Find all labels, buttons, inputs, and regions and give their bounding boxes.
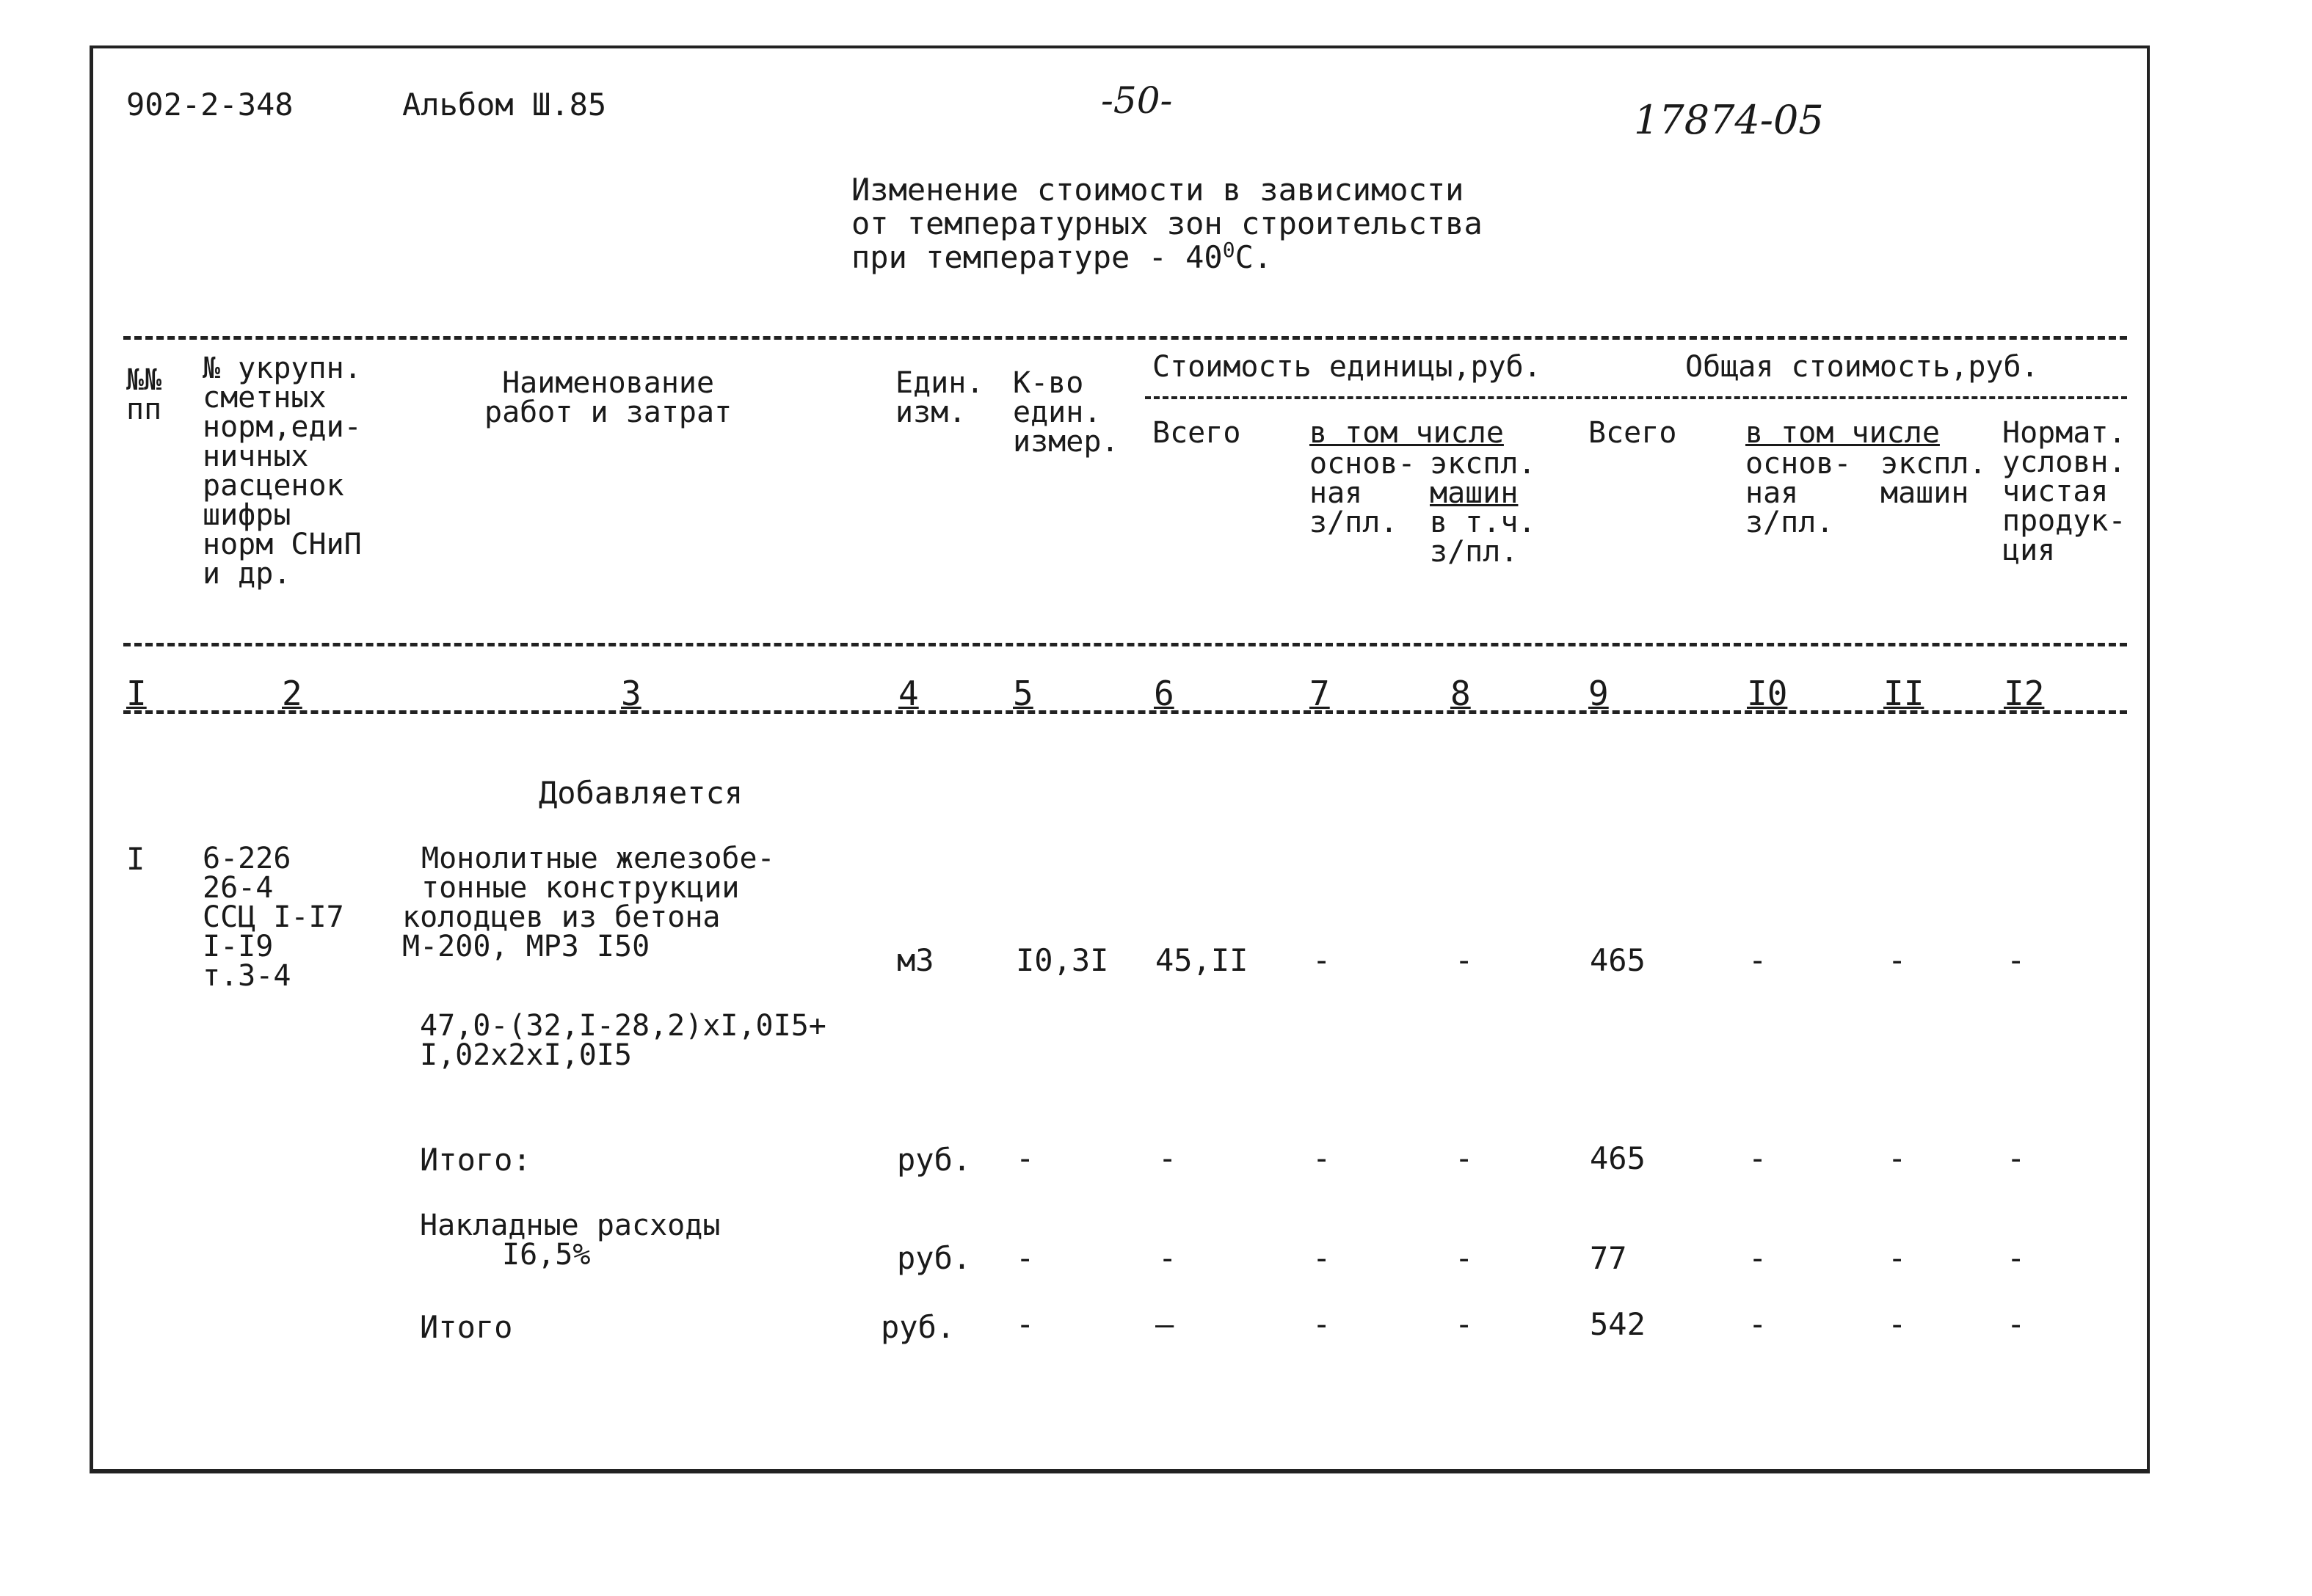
column-number-rule [123, 710, 2127, 714]
title-line-3: при температуре - $40^0С$. [851, 238, 1273, 275]
row-2-unit-mach: - [1455, 1140, 1474, 1176]
column-number-11: II [1883, 674, 1924, 713]
row-2-total-wage: - [1748, 1140, 1767, 1176]
col-unit-header: Един. изм. [895, 366, 984, 429]
row-3-total: 77 [1590, 1240, 1627, 1276]
row-1-num: I [126, 841, 145, 877]
col-total-wage-header: основ- ная з/пл. [1745, 447, 1852, 539]
row-3-unit: руб. [897, 1240, 972, 1276]
row-4-unit-wage: - [1312, 1306, 1331, 1342]
row-1-name: Монолитные железобе- тонные конструкции колодцев из бетона М-200, МРЗ I50 [402, 842, 775, 963]
row-4-qty: - [1016, 1306, 1035, 1342]
doc-number: 17874-05 [1634, 97, 1824, 143]
row-1-formula: 47,0-(32,I-28,2)хI,0I5+ I,02х2хI,0I5 [420, 1009, 826, 1072]
title-line-2: от температурных зон строительства [851, 205, 1483, 241]
row-1-unit: м3 [897, 942, 934, 978]
row-1-unit-total: 45,II [1155, 942, 1248, 978]
title-line-1: Изменение стоимости в зависимости [851, 172, 1464, 208]
row-1-unit-mach: - [1455, 942, 1474, 978]
row-2-total: 465 [1590, 1140, 1646, 1176]
header-bottom-rule [123, 643, 2127, 646]
total-cost-group-header: Общая стоимость,руб. [1685, 350, 2039, 384]
column-number-6: 6 [1154, 674, 1174, 713]
column-number-12: I2 [2004, 674, 2045, 713]
col-unit-total-header: Всего [1152, 416, 1241, 450]
row-2-qty: - [1016, 1140, 1035, 1176]
row-1-total-wage: - [1748, 942, 1767, 978]
section-label: Добавляется [539, 775, 744, 811]
column-number-10: I0 [1747, 674, 1788, 713]
row-4-unit: руб. [881, 1309, 956, 1345]
row-4-total-mach: - [1888, 1306, 1907, 1342]
cost-group-rule [1145, 396, 2127, 399]
page-number: -50- [1101, 79, 1173, 122]
col-norm-prod-header: Нормат. условн. чистая продук- ция [2002, 416, 2126, 567]
row-3-total-wage: - [1748, 1240, 1767, 1276]
col-qty-header: К-во един. измер. [1013, 366, 1119, 459]
row-1-unit-wage: - [1312, 942, 1331, 978]
album-label: Альбом Ш.85 [402, 87, 607, 123]
unit-incl-header: в том числе [1309, 416, 1504, 450]
row-3-unit-total: - [1158, 1240, 1177, 1276]
column-number-1: I [126, 674, 147, 713]
row-3-total-mach: - [1888, 1240, 1907, 1276]
col-total-mach-header: экспл. машин [1880, 447, 1987, 510]
row-2-name: Итого: [420, 1142, 531, 1178]
row-2-total-mach: - [1888, 1140, 1907, 1176]
unit-cost-group-header: Стоимость единицы,руб. [1152, 350, 1541, 384]
row-4-unit-mach: - [1455, 1306, 1474, 1342]
row-4-norm-prod: - [2007, 1306, 2026, 1342]
row-3-unit-mach: - [1455, 1240, 1474, 1276]
row-3-name: Накладные расходы I6,5% [420, 1209, 721, 1272]
row-1-codes: 6-226 26-4 ССЦ I-I7 I-I9 т.3-4 [203, 842, 344, 993]
column-number-7: 7 [1309, 674, 1330, 713]
column-number-9: 9 [1588, 674, 1609, 713]
row-1-qty: I0,3I [1016, 942, 1109, 978]
row-2-unit: руб. [897, 1142, 972, 1178]
column-number-2: 2 [282, 674, 302, 713]
row-2-unit-wage: - [1312, 1140, 1331, 1176]
row-3-norm-prod: - [2007, 1240, 2026, 1276]
col-total-header: Всего [1588, 416, 1677, 450]
row-4-unit-total: — [1155, 1306, 1174, 1342]
header-top-rule [123, 336, 2127, 340]
col-unit-wage-header: основ- ная з/пл. [1309, 447, 1416, 539]
col-num-header: №№ пп [126, 363, 162, 426]
row-3-unit-wage: - [1312, 1240, 1331, 1276]
col-code-header: № укрупн. сметных норм,еди- ничных расценок шифры норм СНиП и др. [203, 351, 362, 591]
column-number-4: 4 [898, 674, 919, 713]
column-number-3: 3 [621, 674, 641, 713]
col-name-header: Наименование работ и затрат [484, 366, 733, 429]
row-4-total-wage: - [1748, 1306, 1767, 1342]
row-2-norm-prod: - [2007, 1140, 2026, 1176]
row-2-unit-total: - [1158, 1140, 1177, 1176]
document-code: 902-2-348 [126, 87, 294, 123]
row-1-total-mach: - [1888, 942, 1907, 978]
column-number-5: 5 [1013, 674, 1033, 713]
total-incl-header: в том числе [1745, 416, 1940, 450]
row-3-qty: - [1016, 1240, 1035, 1276]
row-1-total: 465 [1590, 942, 1646, 978]
row-4-total: 542 [1590, 1306, 1646, 1342]
column-number-8: 8 [1450, 674, 1471, 713]
col-unit-mach-header: экспл. машин в т.ч. з/пл. [1430, 447, 1536, 569]
row-4-name: Итого [420, 1309, 513, 1345]
row-1-norm-prod: - [2007, 942, 2026, 978]
